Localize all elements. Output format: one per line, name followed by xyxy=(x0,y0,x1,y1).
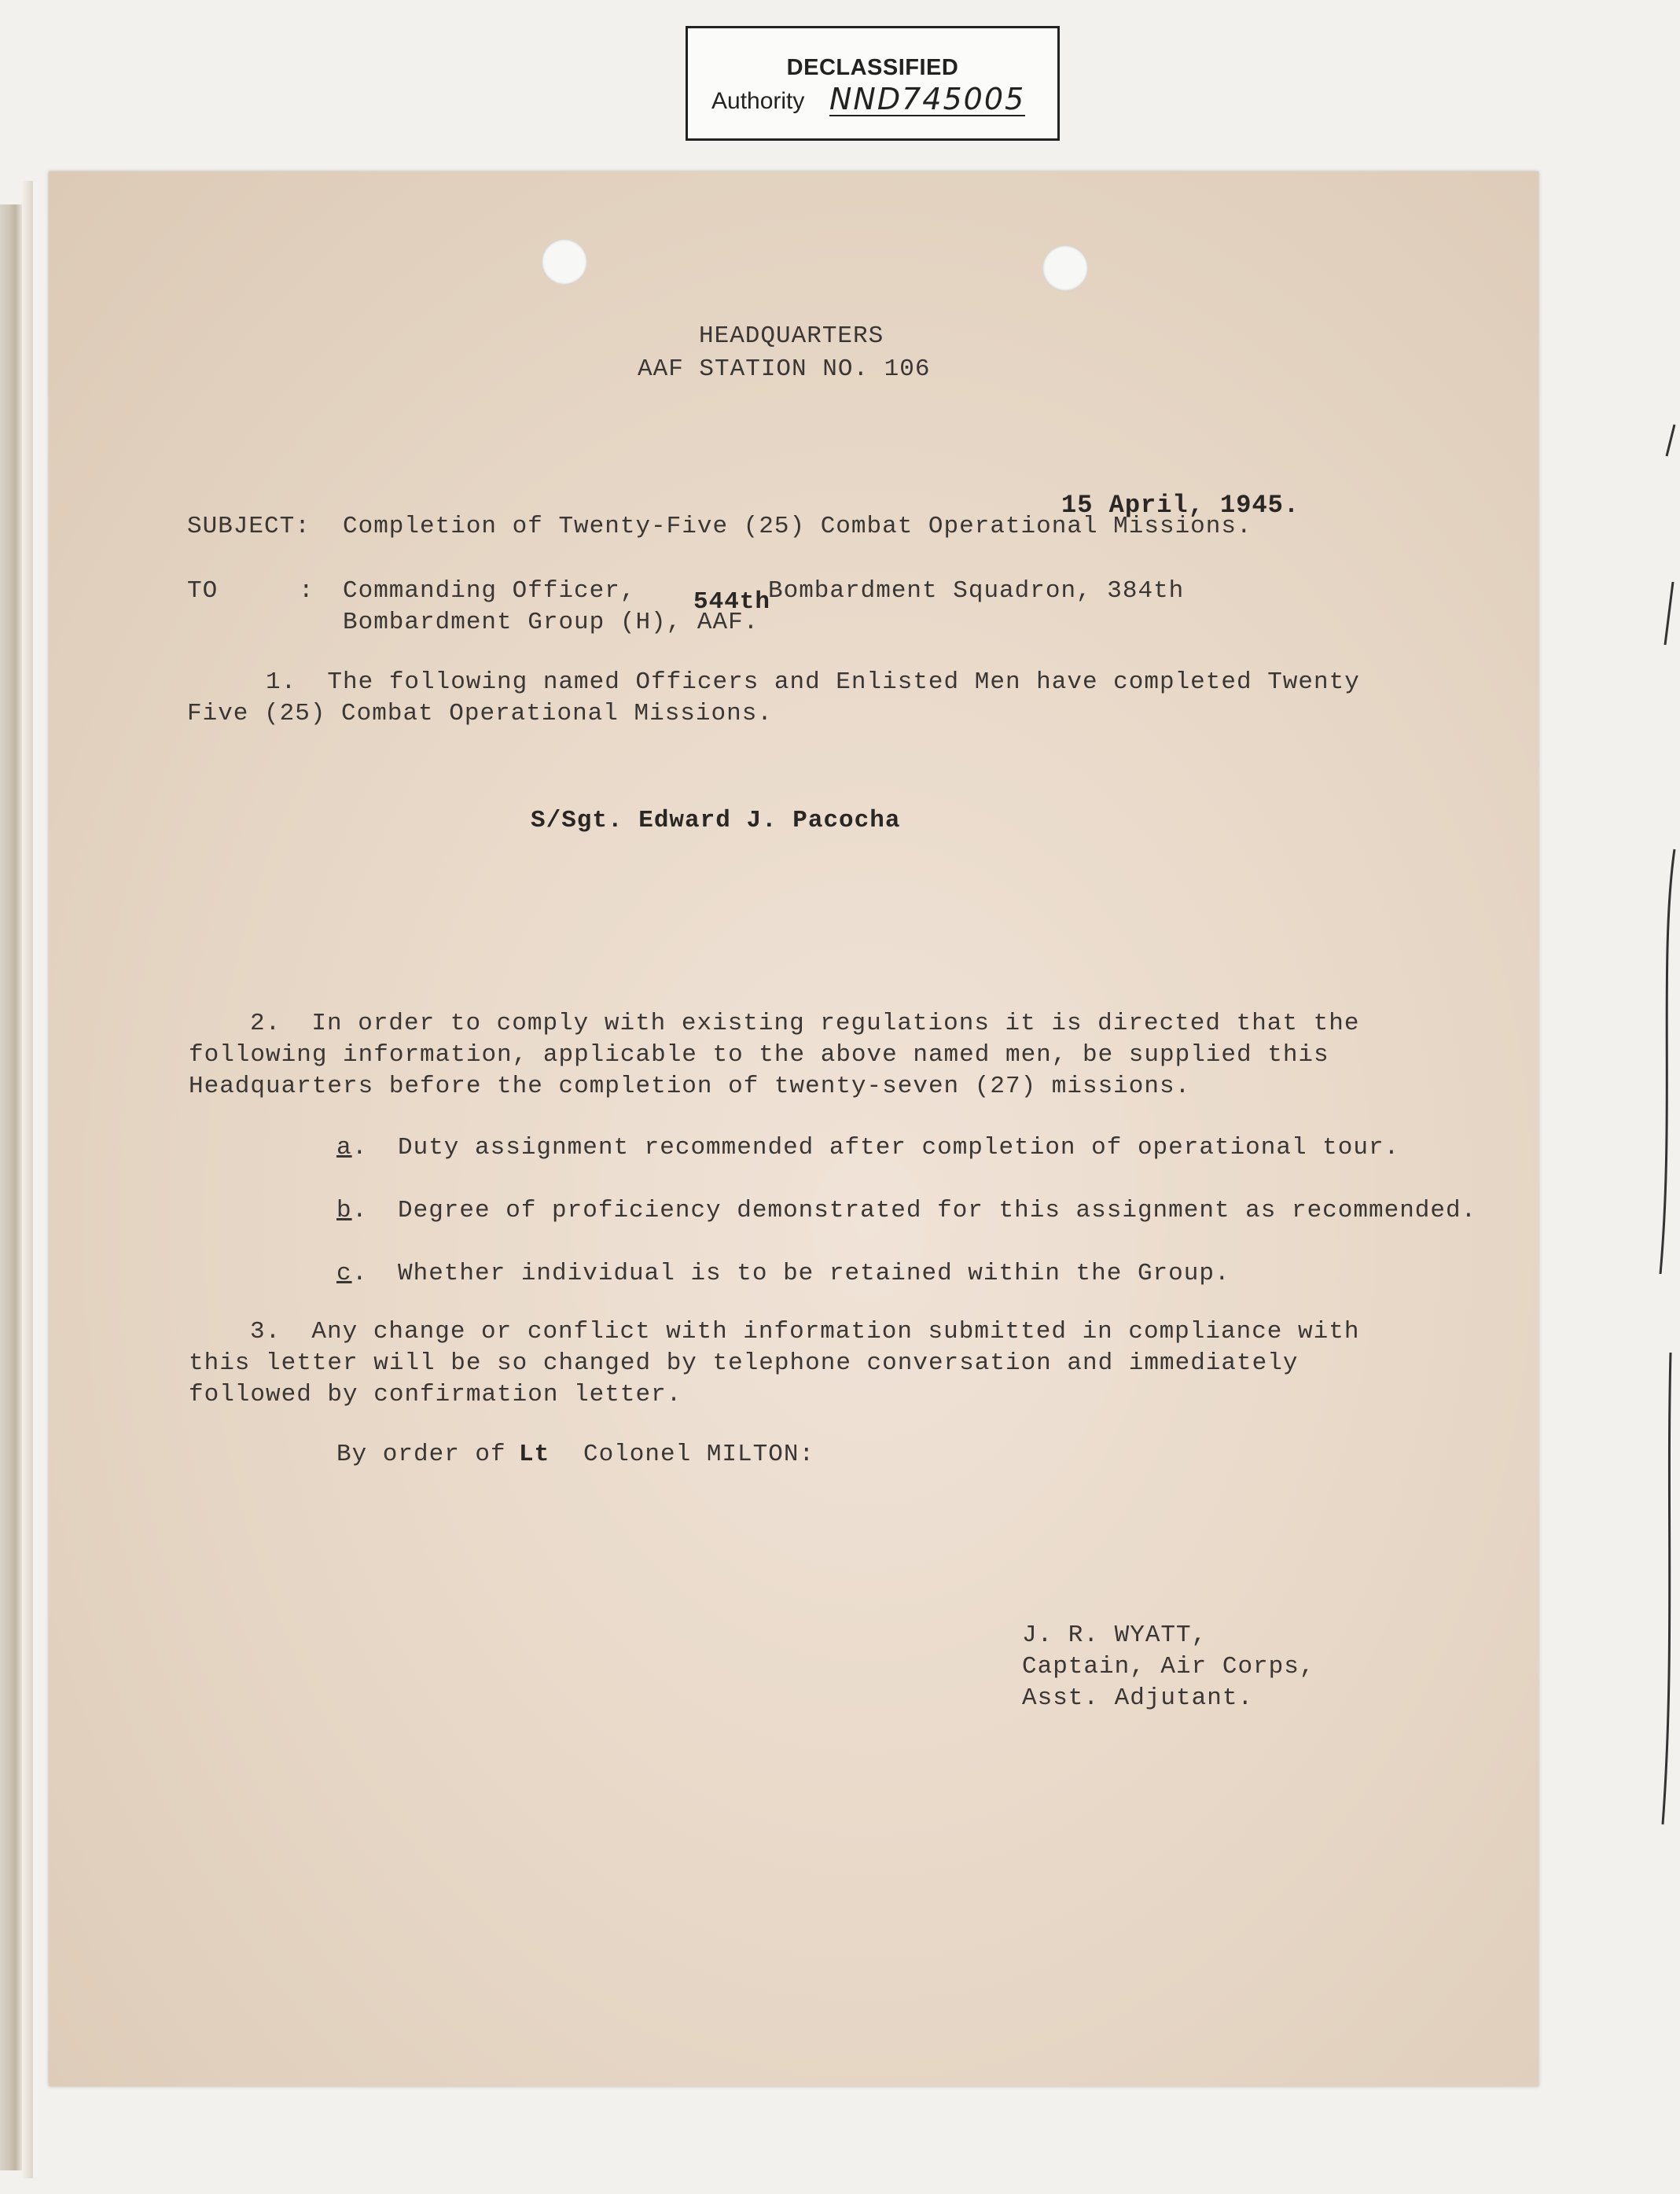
order-prefix: By order of xyxy=(336,1441,506,1468)
squadron-number: 544th xyxy=(693,588,771,616)
paragraph-2-line-3: Headquarters before the completion of twenty-seven (27) missions. xyxy=(189,1073,1191,1100)
order-rank: Lt xyxy=(519,1441,550,1468)
item-b-letter: b xyxy=(336,1197,352,1224)
punch-hole-right xyxy=(1042,245,1088,291)
item-c-text: Whether individual is to be retained within the Group. xyxy=(398,1260,1230,1287)
stamp-title: DECLASSIFIED xyxy=(786,55,959,80)
item-c-dot: . xyxy=(352,1260,368,1287)
punch-hole-left xyxy=(542,239,587,285)
paragraph-3-line-3: followed by confirmation letter. xyxy=(189,1381,682,1408)
signature-title: Asst. Adjutant. xyxy=(1022,1684,1254,1712)
to-line-1: Commanding Officer, xyxy=(343,577,636,605)
stamp-authority-label: Authority xyxy=(711,88,805,114)
item-b-dot: . xyxy=(352,1197,368,1224)
header-line-1: HEADQUARTERS xyxy=(699,322,884,350)
item-c-letter: c xyxy=(336,1260,352,1287)
paragraph-1-line-2: Five (25) Combat Operational Missions. xyxy=(187,700,773,727)
paragraph-3-line-2: this letter will be so changed by telephone conversation and immediately xyxy=(189,1349,1299,1377)
margin-handwriting-mark xyxy=(1651,409,1680,1982)
item-a-letter: a xyxy=(336,1134,352,1161)
header-line-2: AAF STATION NO. 106 xyxy=(638,355,931,383)
item-a-text: Duty assignment recommended after completion of operational tour. xyxy=(398,1134,1400,1161)
stamp-authority-number: NND745005 xyxy=(829,82,1026,116)
item-b-text: Degree of proficiency demonstrated for this assignment as recommended. xyxy=(398,1197,1477,1224)
letter-date: 15 April, 1945. xyxy=(1061,491,1300,520)
to-line-1-rest: Bombardment Squadron, 384th xyxy=(768,577,1185,605)
adjacent-page-shadow xyxy=(22,181,33,2178)
to-line-2: Bombardment Group (H), AAF. xyxy=(343,609,759,636)
to-colon: : xyxy=(299,577,314,605)
adjacent-pages-edge xyxy=(0,204,23,2170)
paragraph-1-line-1: 1. The following named Officers and Enlisted Men have completed Twenty xyxy=(266,668,1360,696)
order-rest: Colonel MILTON: xyxy=(583,1441,815,1468)
letter-page xyxy=(49,171,1538,2086)
paragraph-3-line-1: 3. Any change or conflict with information submitted in compliance with xyxy=(250,1318,1360,1345)
subject-label: SUBJECT: xyxy=(187,513,311,540)
item-a-dot: . xyxy=(352,1134,368,1161)
signature-rank: Captain, Air Corps, xyxy=(1022,1653,1315,1680)
named-enlisted-man: S/Sgt. Edward J. Pacocha xyxy=(531,807,901,834)
to-label: TO xyxy=(187,577,219,605)
declassified-stamp xyxy=(686,26,1060,141)
signature-name: J. R. WYATT, xyxy=(1022,1622,1208,1649)
paragraph-2-line-1: 2. In order to comply with existing regulations it is directed that the xyxy=(250,1010,1360,1037)
subject-text: Completion of Twenty-Five (25) Combat Operational Missions. xyxy=(343,513,1252,540)
paragraph-2-line-2: following information, applicable to the above named men, be supplied this xyxy=(189,1041,1329,1069)
